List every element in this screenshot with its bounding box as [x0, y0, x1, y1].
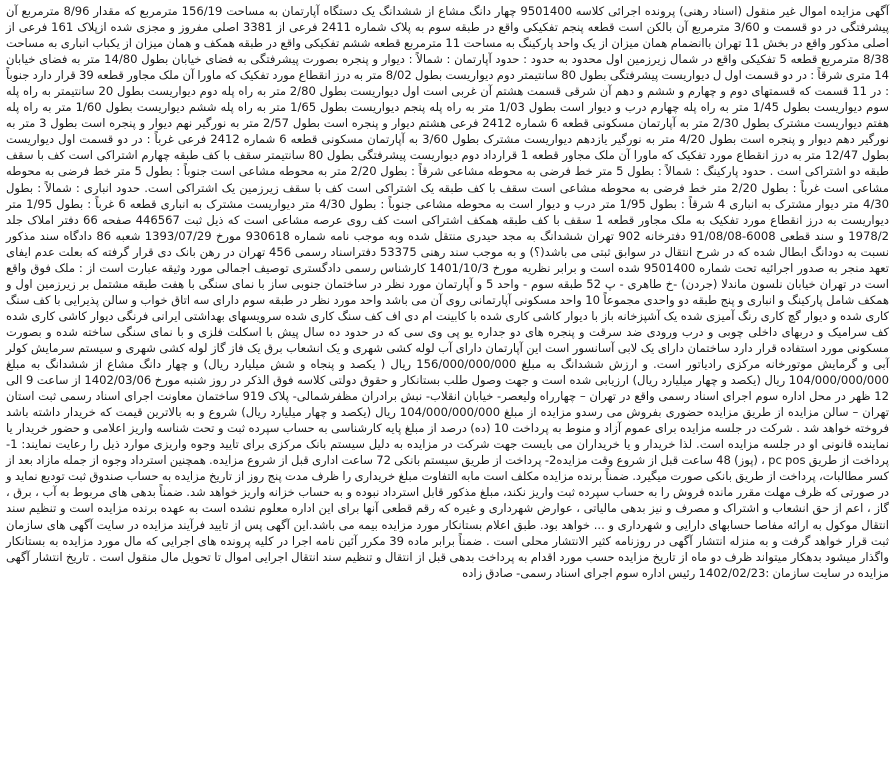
auction-notice-text: آگهی مزایده اموال غیر منقول (اسناد رهنی) پرونده اجرائی کلاسه 9501400 چهار دانگ مشاع از ششدانگ یک دستگاه آپارتمان به مساحت 156/19 مترمربع که مقدار 8/96 مترمربع آن پیشرفتگی در دو قسمت و 3/60 مترمربع آن بالکن است قطعه پنجم تفکیکی واقع در طبقه سوم به پلاک شماره 2411 فرعی از 3381 اصلی مفروز و مجزی شده ازپلاک 161 فرعی از اصلی مذکور واقع در بخش 11 تهران باانضمام همان میزان از یک واحد پارکینگ به مساحت 11 مترمربع قطعه ششم تفکیکی واقع در طبقه همکف و همان میزان از یکباب انباری به مساحت 8/38 مترمربع قطعه 5 تفکیکی واقع در شمال زیرزمین اول محدود به حدود : حدود آپارتمان : شمالاً : دیوار و پنجره بصورت پیشرفتگی به فضای خیابان بطول 14/80 متر به فضای خیابان 14 متری شرقاً : در دو قسمت اول ل دیواریست پیشرفتگی بطول 80 سانتیمتر دوم دیواریست بطول 8/02 متر به درز انقطاع مورد تفکیک که ماورا آن ملک مجاور قطعه 39 قرار دارد جنوباً : در 11 قسمت که قسمتهای دوم و چهارم و ششم و دهم آن شرقی قسمت هشتم آن غربی است اول دیواریست بطول 2/80 متر به راه پله دوم دیواریست بطول 20 سانتیمتر به راه پله سوم دیواریست بطول 1/45 متر به راه پله چهارم درب و دیوار است بطول 1/03 متر به راه پله پنجم دیواریست بطول 1/65 متر به راه پله ششم دیواریست بطول 1/60 متر به راه پله هفتم دیواریست مشترک بطول 2/30 متر به آپارتمان مسکونی قطعه 6 شماره 2412 فرعی هشتم دیوار و پنجره است بطول 2/57 متر به نورگیر نهم دیوار و پنجره است بطول 3 متر به نورگیر دهم دیوار و پنجره است بطول 4/20 متر به نورگیر یازدهم دیواریست مشترک بطول 3/60 به آپارتمان مسکونی قطعه 6 شماره 2412 فرعی غرباً : در دو قسمت اول دیواریست بطول 12/47 متر به درز انقطاع مورد تفکیک که ماورا آن ملک مجاور قطعه 1 قرارداد دوم دیواریست پیشرفتگی بطول 80 سانتیمتر سقف با کف طبقه چهارم اشتراکی است کف با سقف طبقه دو اشتراکی است . حدود پارکینگ : شمالاً : بطول 5 متر خط فرضی به محوطه مشاعی شرقاً : بطول 2/20 متر به محوطه مشاعی است جنوباً : بطول 5 متر خط فرضی به محوطه مشاعی است غرباً : بطول 2/20 متر خط فرضی به محوطه مشاعی است سقف با کف طبقه یک اشتراکی است کف با سقف زیرزمین یک اشتراکی است. حدود انباری : شمالاً : بطول 4/30 متر دیوار مشترک به انباری 4 شرقاً : بطول 1/95 متر درب و دیوار است به محوطه مشاعی جنوباً : بطول 4/30 متر دیواریست مشترک به انباری قطعه 6 غرباً : بطول 1/95 متر دیواریست به درز انقطاع مورد تفکیک به ملک مجاور قطعه 1 سقف با کف طبقه همکف اشتراکی است کف روی عرصه مشاعی است که ذیل ثبت 446567 صفحه 66 دفتر املاک جلد 1978/2 و سند قطعی 6008-91/08/08 دفترخانه 902 تهران ششدانگ به مجد حیدری منتقل شده وبه موجب نامه شماره 930618 مورخ 1393/07/29 شعبه 86 دادگاه سند مذکور نسبت به دودانگ ابطال شده که در شرح انتقال در سوابق ثبتی می باشد(؟) و به موجب سند رهنی 53375 دفتراسناد رسمی 456 تهران در رهن بانک دی قرار گرفته که بعلت عدم ایفای تعهد منجر به صدور اجرائیه تحت شماره 9501400 شده است و برابر نظریه مورخ 1401/10/3 کارشناس رسمی دادگستری توصیف اجمالی مورد وثیقه عبارت است از : ملک فوق واقع است در تهران خیابان نلسون ماندلا (جردن) -خ طاهری - پ 52 طبقه سوم - واحد 5 و آپارتمان مورد نظر در ساختمان جنوبی ساز با نمای سنگی با هفت طبقه مشتمل بر زیرزمین اول و همکف شامل پارکینگ و انباری و پنج طبقه دو واحدی مجموعاً 10 واحد مسکونی آپارتمانی روی آن می باشد واحد مورد نظر در طبقه سوم دارای سه اتاق خواب و سالن پذیرایی با کف سنگ کاری شده و دیوار گچ کاری رنگ آمیزی شده یک آشپزخانه باز با دیوار کاشی کاری شده با کابینت ام دی اف کف سنگ کاری شده سرویسهای بهداشتی ایرانی فرنگی دیوار کاشی کاری شده کف سرامیک و دربهای داخلی چوبی و درب ورودی ضد سرقت و پنجره های دو جداره یو پی وی سی که در حدود ده سال پیش با اسکلت فلزی و با نمای سنگی ساخته شده و بصورت مسکونی مورد استفاده قرار دارد ساختمان دارای یک لابی آسانسور است این آپارتمان دارای آب لوله کشی شهری و یک انشعاب برق یک فاز گاز لوله کشی شهری و سیستم سرمایش کولر آبی و گرمایش موتورخانه مرکزی رادیاتور است. و ارزش ششدانگ به مبلغ 156/000/000/000 ریال ( یکصد و پنجاه و شش میلیارد ریال) و چهار دانگ مشاع از ششدانگ به مبلغ 104/000/000/000 ریال (یکصد و چهار میلیارد ریال) ارزیابی شده است و جهت وصول طلب بستانکار و حقوق دولتی کلاسه فوق الذکر در روز شنبه مورخ 1402/03/06 از ساعت 9 الی 12 ظهر در محل اداره سوم اجرای اسناد رسمی واقع در تهران – چهارراه ولیعصر- خیابان انقلاب- نبش برادران مظفرشمالی- پلاک 919 ساختمان معاونت اجرای اسناد رسمی ثبت استان تهران – سالن مزایده از طریق مزایده حضوری بفروش می رسدو مزایده از مبلغ 104/000/000/000 ریال (یکصد و چهار میلیارد ریال) شروع و به بالاترین قیمت که خریدار داشته باشد فروخته خواهد شد . شرکت در جلسه مزایده برای عموم آزاد و منوط به پرداخت 10 (ده) درصد از مبلغ پایه کارشناسی به حساب سپرده ثبت و تحت شناسه واریز اعلامی و حضور خریدار یا نماینده قانونی او در جلسه مزایده است. لذا خریدار و یا خریداران می بایست جهت شرکت در مزایده به دلیل سیستم بانک مرکزی برای تایید وجوه واریزی موارد ذیل را رعایت نمایند: 1- پرداخت از طریق pc pos ، (پوز) 48 ساعت قبل از شروع وقت مزایده2- پرداخت از طریق سیستم بانکی 72 ساعت اداری قبل از شروع مزایده. همچنین استرداد وجوه از جمله مازاد بعد از کسر مطالبات، پرداخت از طریق بانکی صورت میگیرد. ضمناً برنده مزایده مکلف است مابه التفاوت مبلغ خریداری را ظرف مدت پنج روز از تاریخ مزایده به حساب صندوق ثبت تودیع نماید و در صورتی که ظرف مهلت مقرر مانده فروش را به حساب سپرده ثبت واریز نکند، مبلغ مذکور قابل استرداد نبوده و به حساب خزانه واریز خواهد شد. ضمناً بدهی های مربوط به آب ، برق ، گاز ، اعم از حق انشعاب و اشتراک و مصرف و نیز بدهی مالیاتی ، عوارض شهرداری و غیره که رقم قطعی آنها برای این اداره معلوم نشده است به عهده برنده مزایده است و تنظیم سند انتقال موکول به ارائه مفاصا حسابهای دارایی و شهرداری و ... خواهد بود. طبق اعلام بستانکار مورد مزایده بیمه می باشد.این آگهی پس از تایید فرآیند مزایده در سایت آگهی های سازمان ثبت قرار خواهد گرفت و به منزله انتشار آگهی در روزنامه کثیر الانتشار محلی است . ضمناً برابر ماده 39 مکرر آئین نامه اجرا در کلیه پرونده های اجرایی که مال مورد مزایده به بستانکار واگذار میشود بدهکار میتواند ظرف دو ماه از تاریخ مزایده حسب مورد اقدام به پرداخت بدهی قبل از انتقال و تنظیم سند انتقال اجرایی اموال تا تحویل مال منقول است . تاریخ انتشار آگهی مزایده در سایت سازمان :1402/02/23 رئیس اداره سوم اجرای اسناد رسمی- صادق زاده	[6, 4, 890, 580]
